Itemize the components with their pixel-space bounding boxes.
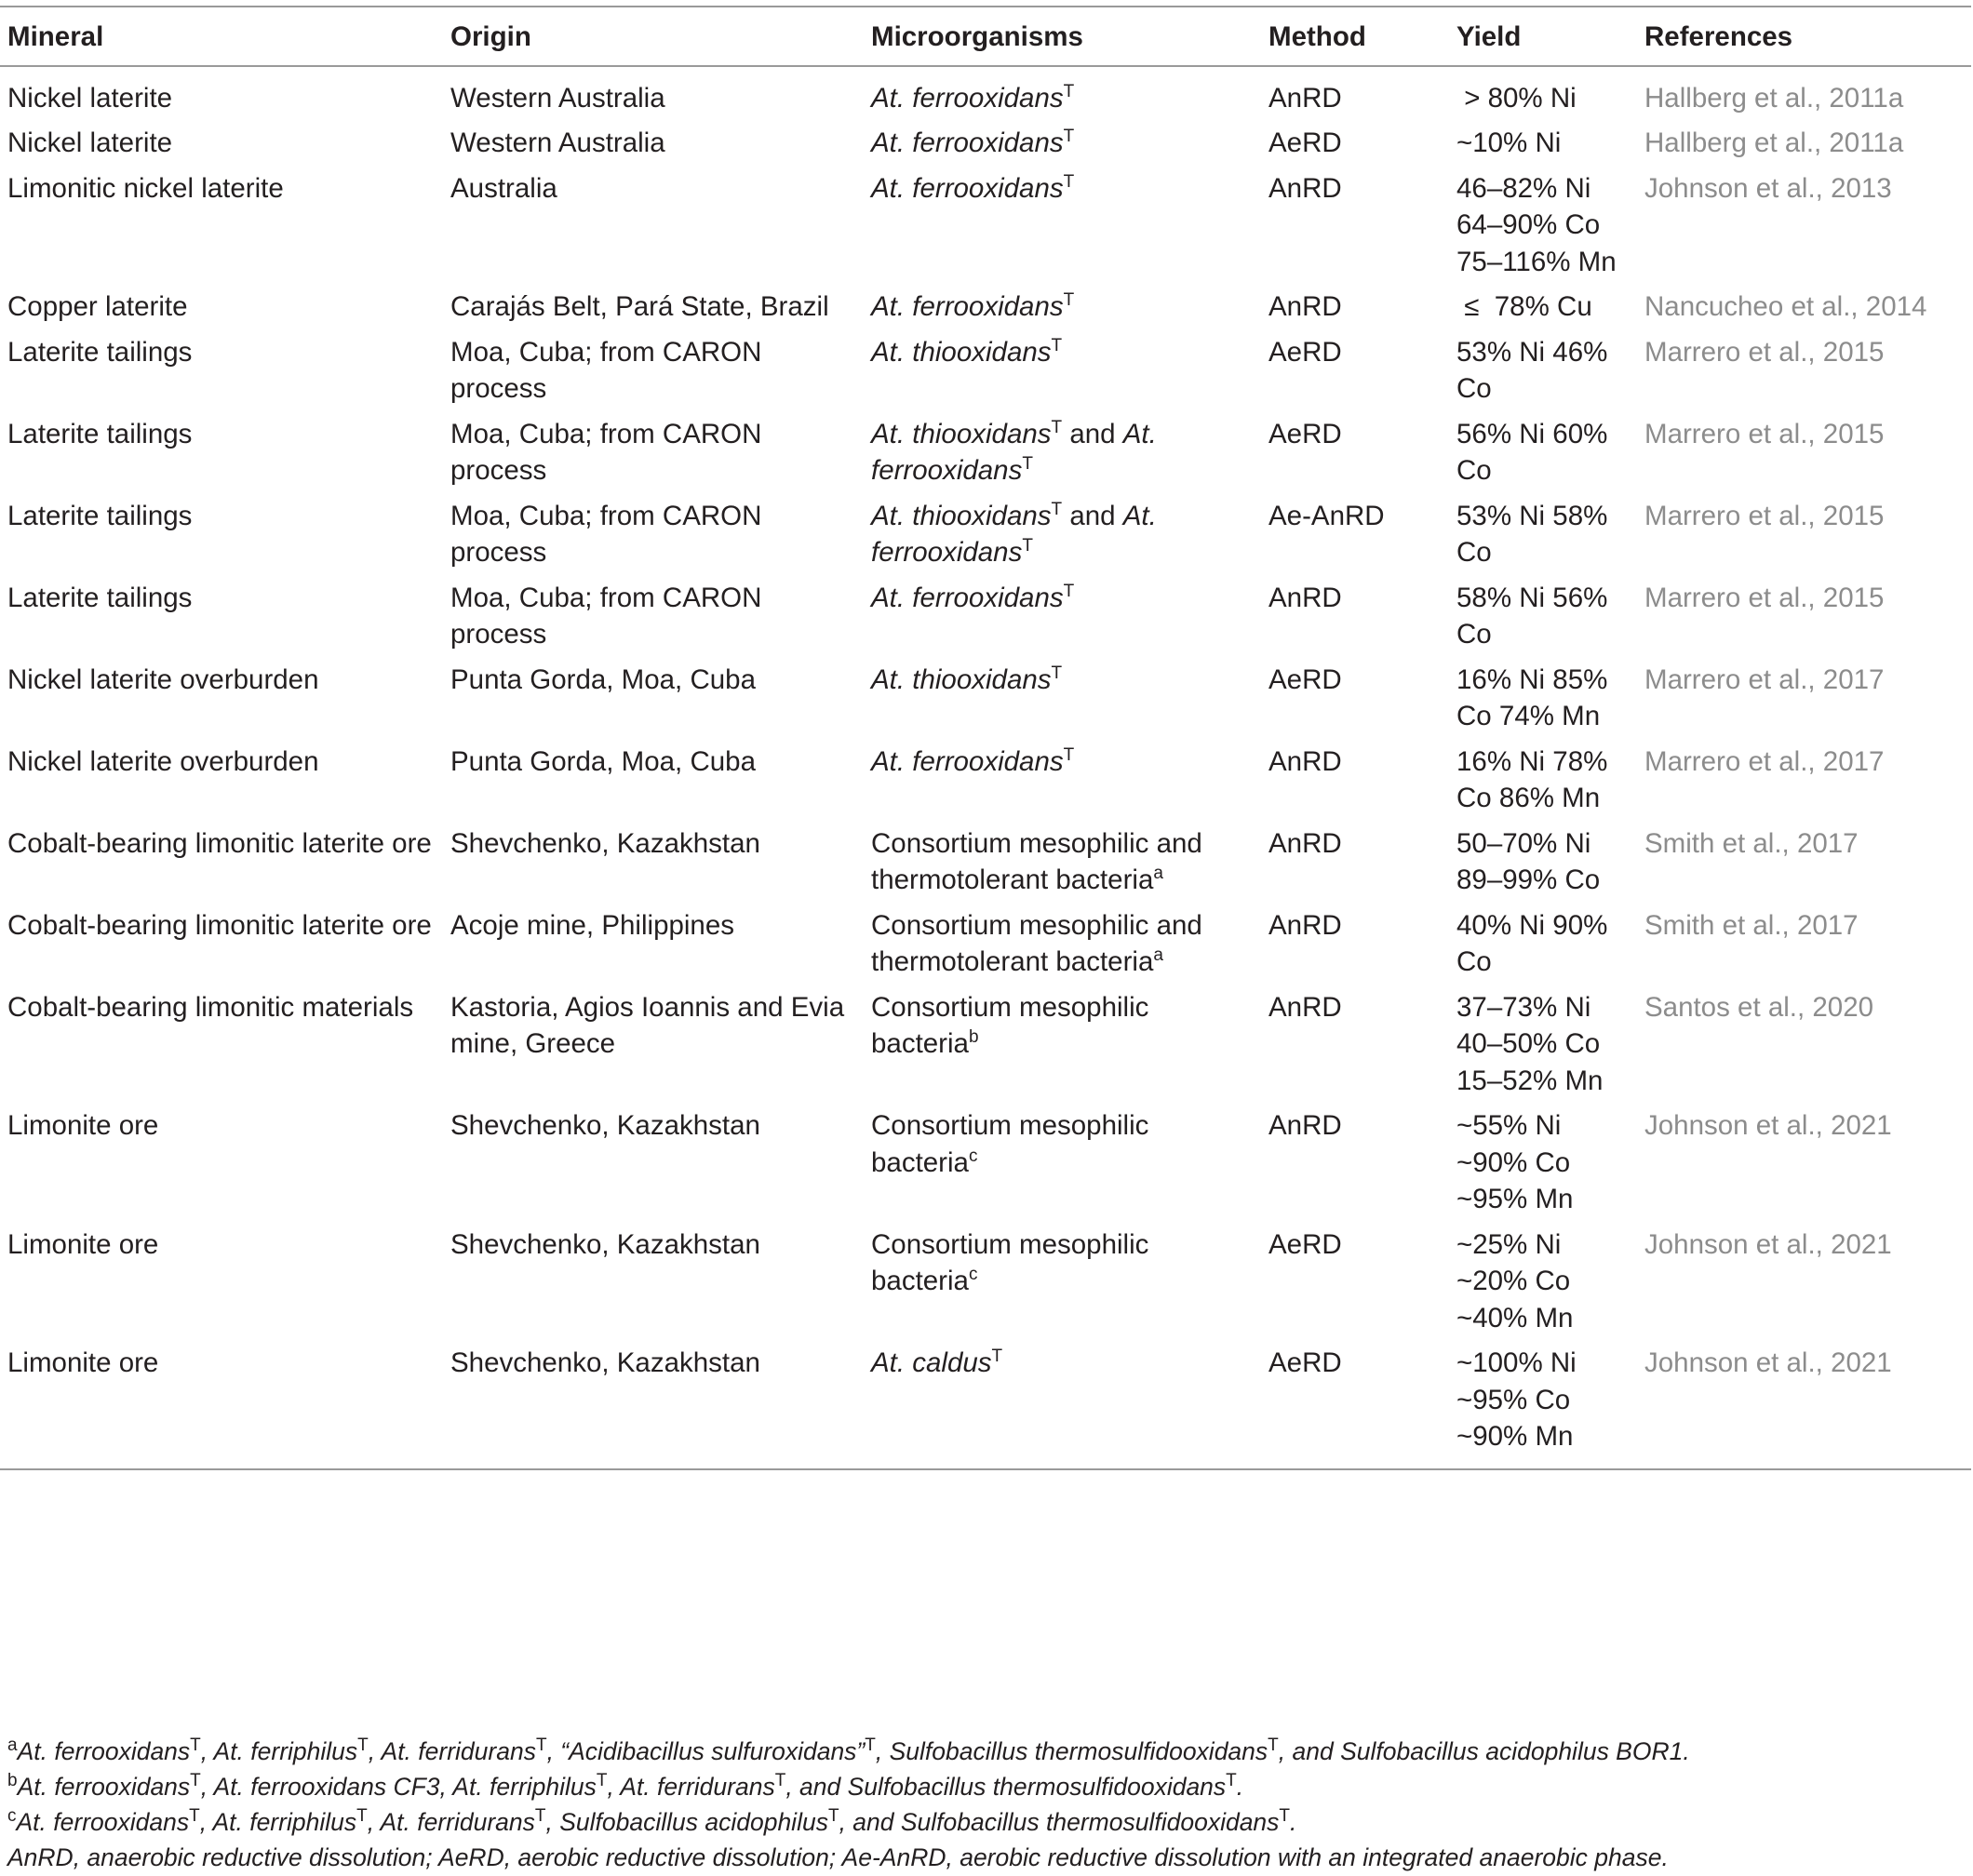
- header-mineral: Mineral: [0, 11, 443, 66]
- organism-name: At. ferrooxidans: [871, 418, 1157, 486]
- cell-origin: Australia: [450, 172, 557, 204]
- cell-mineral: Laterite tailings: [7, 336, 193, 368]
- cell-microorganisms: [864, 818, 1261, 900]
- cell-mineral: Limonite ore: [7, 1347, 159, 1378]
- cell-yield: 53% Ni 58% Co: [1456, 500, 1608, 568]
- cell-yield: > 80% Ni: [1456, 82, 1577, 114]
- cell-microorganisms: [864, 117, 1261, 163]
- superscript-mark: T: [1051, 417, 1063, 437]
- cell-mineral: Nickel laterite: [7, 82, 173, 114]
- cell-yield: 37–73% Ni 40–50% Co 15–52% Mn: [1456, 991, 1604, 1096]
- cell-mineral: Cobalt-bearing limonitic laterite ore: [7, 909, 432, 941]
- table-footnotes: [7, 1734, 1962, 1875]
- cell-method: AeRD: [1268, 336, 1342, 368]
- footnote-segment: At. ferrooxidans: [17, 1773, 191, 1801]
- organism-name: At. ferrooxidans: [871, 582, 1064, 613]
- cell-yield: 50–70% Ni 89–99% Co: [1456, 827, 1601, 895]
- cell-microorganisms: [864, 281, 1261, 327]
- organism-name: At. thiooxidans: [871, 663, 1052, 695]
- cell-mineral: Cobalt-bearing limonitic laterite ore: [7, 827, 432, 859]
- superscript-mark: T: [1022, 454, 1033, 475]
- cell-origin: Shevchenko, Kazakhstan: [450, 1228, 760, 1260]
- footnote-segment: .: [1290, 1808, 1297, 1836]
- cell-reference: Marrero et al., 2015: [1644, 418, 1885, 449]
- superscript-mark: T: [1063, 81, 1075, 101]
- organism-name: At. caldus: [871, 1347, 992, 1378]
- cell-yield: 58% Ni 56% Co: [1456, 582, 1608, 650]
- cell-origin: Shevchenko, Kazakhstan: [450, 1347, 760, 1378]
- footnote-segment: At. ferrooxidans: [17, 1737, 191, 1765]
- cell-microorganisms: [864, 1337, 1261, 1469]
- consortium-text: Consortium mesophilic bacteria: [871, 1228, 1149, 1296]
- cell-method: Ae-AnRD: [1268, 500, 1385, 531]
- cell-mineral: Copper laterite: [7, 291, 188, 322]
- cell-method: AnRD: [1268, 1110, 1342, 1141]
- cell-reference: Marrero et al., 2015: [1644, 500, 1885, 531]
- footnote-segment: , Sulfobacillus acidophilus: [545, 1808, 828, 1836]
- type-strain-mark: T: [1268, 1735, 1279, 1756]
- cell-mineral: Laterite tailings: [7, 582, 193, 613]
- cell-reference: Marrero et al., 2017: [1644, 745, 1885, 777]
- organism-name: At. ferrooxidans: [871, 291, 1064, 322]
- cell-yield: 16% Ni 78% Co 86% Mn: [1456, 745, 1608, 813]
- footnote-ref: c: [968, 1146, 978, 1166]
- footnote-segment: , At. ferridurans: [367, 1808, 535, 1836]
- type-strain-mark: T: [827, 1806, 839, 1827]
- cell-mineral: Laterite tailings: [7, 418, 193, 449]
- header-method: Method: [1261, 11, 1449, 66]
- cell-method: AeRD: [1268, 127, 1342, 158]
- table-body: [0, 66, 1971, 1469]
- footnote-abbreviations: AnRD, anaerobic reductive dissolution; AeRD, aerobic reductive dissolution; Ae-AnRD, aerobic reductive dissolution with an integrated anaerobic phase.: [7, 1843, 1669, 1871]
- cell-reference: Santos et al., 2020: [1644, 991, 1874, 1023]
- cell-origin: Kastoria, Agios Ioannis and Evia mine, Greece: [450, 991, 845, 1059]
- type-strain-mark: T: [535, 1735, 547, 1756]
- cell-yield: ~55% Ni ~90% Co ~95% Mn: [1456, 1110, 1574, 1214]
- cell-method: AnRD: [1268, 291, 1342, 322]
- type-strain-mark: T: [356, 1806, 368, 1827]
- footnote-segment: , At. ferriphilus: [199, 1808, 357, 1836]
- cell-microorganisms: [864, 736, 1261, 818]
- cell-reference: Smith et al., 2017: [1644, 909, 1859, 941]
- type-strain-mark: T: [190, 1735, 201, 1756]
- type-strain-mark: T: [534, 1806, 546, 1827]
- cell-origin: Moa, Cuba; from CARON process: [450, 500, 762, 568]
- type-strain-mark: T: [357, 1735, 369, 1756]
- cell-reference: Hallberg et al., 2011a: [1644, 127, 1904, 158]
- table-row: [0, 572, 1971, 654]
- cell-origin: Western Australia: [450, 127, 665, 158]
- cell-microorganisms: [864, 163, 1261, 282]
- cell-method: AeRD: [1268, 1347, 1342, 1378]
- header-references: References: [1637, 11, 1971, 66]
- cell-microorganisms: [864, 66, 1261, 118]
- organism-name: At. ferrooxidans: [871, 127, 1064, 158]
- organism-name: At. thiooxidans: [871, 336, 1052, 368]
- footnote-text: [18, 1773, 1244, 1801]
- organism-name: At. ferrooxidans: [871, 82, 1064, 114]
- footnote-segment: , At. ferridurans: [607, 1773, 775, 1801]
- superscript-mark: T: [1063, 171, 1075, 192]
- cell-reference: Hallberg et al., 2011a: [1644, 82, 1904, 114]
- cell-mineral: Cobalt-bearing limonitic materials: [7, 991, 414, 1023]
- cell-reference: Nancucheo et al., 2014: [1644, 291, 1927, 322]
- superscript-mark: T: [991, 1347, 1003, 1367]
- cell-method: AeRD: [1268, 663, 1342, 695]
- footnote-c: [7, 1804, 1962, 1840]
- superscript-mark: T: [1063, 581, 1075, 601]
- table-row: [0, 281, 1971, 327]
- footnote-segment: , Sulfobacillus thermosulfidooxidans: [875, 1737, 1268, 1765]
- cell-yield: 40% Ni 90% Co: [1456, 909, 1608, 977]
- footnote-segment: .: [1236, 1773, 1244, 1801]
- footnote-b: [7, 1769, 1962, 1804]
- table-top-rule: [0, 6, 1971, 7]
- conjunction: and: [1062, 500, 1123, 531]
- cell-yield: ~100% Ni ~95% Co ~90% Mn: [1456, 1347, 1577, 1452]
- header-row: [0, 11, 1971, 66]
- cell-origin: Punta Gorda, Moa, Cuba: [450, 663, 756, 695]
- cell-origin: Carajás Belt, Pará State, Brazil: [450, 291, 829, 322]
- cell-reference: Smith et al., 2017: [1644, 827, 1859, 859]
- consortium-text: Consortium mesophilic bacteria: [871, 991, 1149, 1059]
- organism-name: At. thiooxidans: [871, 418, 1052, 449]
- organism-name: At. ferrooxidans: [871, 500, 1157, 568]
- superscript-mark: T: [1063, 127, 1075, 147]
- type-strain-mark: T: [774, 1771, 786, 1791]
- cell-origin: Shevchenko, Kazakhstan: [450, 827, 760, 859]
- header-origin: Origin: [443, 11, 864, 66]
- superscript-mark: T: [1051, 335, 1063, 355]
- footnote-segment: , “Acidibacillus sulfuroxidans”: [546, 1737, 866, 1765]
- cell-reference: Marrero et al., 2015: [1644, 582, 1885, 613]
- table-row: [0, 163, 1971, 282]
- consortium-text: Consortium mesophilic and thermotolerant bacteria: [871, 827, 1202, 895]
- header-yield: Yield: [1449, 11, 1637, 66]
- cell-origin: Western Australia: [450, 82, 665, 114]
- footnote-marker: b: [7, 1771, 18, 1791]
- cell-microorganisms: [864, 982, 1261, 1101]
- table-row: [0, 409, 1971, 490]
- footnote-text: [17, 1808, 1297, 1836]
- cell-yield: 53% Ni 46% Co: [1456, 336, 1608, 404]
- cell-origin: Moa, Cuba; from CARON process: [450, 336, 762, 404]
- cell-yield: 16% Ni 85% Co 74% Mn: [1456, 663, 1608, 731]
- cell-reference: Marrero et al., 2017: [1644, 663, 1885, 695]
- organism-name: At. ferrooxidans: [871, 745, 1064, 777]
- cell-origin: Moa, Cuba; from CARON process: [450, 418, 762, 486]
- footnote-segment: , At. ferridurans: [368, 1737, 536, 1765]
- footnote-segment: , and Sulfobacillus thermosulfidooxidans: [785, 1773, 1227, 1801]
- footnote-segment: , At. ferrooxidans CF3, At. ferriphilus: [200, 1773, 597, 1801]
- cell-microorganisms: [864, 490, 1261, 572]
- cell-origin: Punta Gorda, Moa, Cuba: [450, 745, 756, 777]
- footnote-segment: At. ferrooxidans: [16, 1808, 190, 1836]
- cell-microorganisms: [864, 572, 1261, 654]
- cell-reference: Johnson et al., 2021: [1644, 1347, 1892, 1378]
- cell-mineral: Limonite ore: [7, 1228, 159, 1260]
- cell-microorganisms: [864, 1100, 1261, 1219]
- type-strain-mark: T: [1226, 1771, 1237, 1791]
- cell-yield: 46–82% Ni 64–90% Co 75–116% Mn: [1456, 172, 1617, 277]
- cell-method: AeRD: [1268, 1228, 1342, 1260]
- cell-method: AnRD: [1268, 745, 1342, 777]
- cell-mineral: Limonitic nickel laterite: [7, 172, 284, 204]
- organism-name: At. thiooxidans: [871, 500, 1052, 531]
- cell-yield: ~10% Ni: [1456, 127, 1562, 158]
- footnote-text: [18, 1737, 1690, 1765]
- footnote-ref: a: [1153, 864, 1163, 884]
- cell-reference: Johnson et al., 2013: [1644, 172, 1892, 204]
- cell-mineral: Nickel laterite overburden: [7, 663, 319, 695]
- table-row: [0, 982, 1971, 1101]
- cell-microorganisms: [864, 327, 1261, 409]
- type-strain-mark: T: [189, 1806, 200, 1827]
- organism-name: At. ferrooxidans: [871, 172, 1064, 204]
- table-row: [0, 736, 1971, 818]
- type-strain-mark: T: [865, 1735, 876, 1756]
- footnote-ref: a: [1153, 945, 1163, 966]
- conjunction: and: [1062, 418, 1123, 449]
- cell-origin: Acoje mine, Philippines: [450, 909, 734, 941]
- consortium-text: Consortium mesophilic and thermotolerant bacteria: [871, 909, 1202, 977]
- header-microorganisms: Microorganisms: [864, 11, 1261, 66]
- cell-microorganisms: [864, 900, 1261, 982]
- superscript-mark: T: [1022, 536, 1033, 556]
- cell-microorganisms: [864, 409, 1261, 490]
- table-row: [0, 1219, 1971, 1338]
- cell-method: AnRD: [1268, 582, 1342, 613]
- table-row: [0, 1337, 1971, 1469]
- cell-method: AnRD: [1268, 909, 1342, 941]
- cell-origin: Shevchenko, Kazakhstan: [450, 1110, 760, 1141]
- footnote-marker: c: [7, 1806, 17, 1827]
- footnote-a: [7, 1734, 1962, 1769]
- footnote-ref: c: [968, 1265, 978, 1285]
- cell-mineral: Nickel laterite: [7, 127, 173, 158]
- footnote-segment: , At. ferriphilus: [200, 1737, 358, 1765]
- footnote-marker: a: [7, 1735, 18, 1756]
- type-strain-mark: T: [190, 1771, 201, 1791]
- superscript-mark: T: [1063, 744, 1075, 765]
- table-row: [0, 490, 1971, 572]
- cell-method: AnRD: [1268, 172, 1342, 204]
- cell-method: AnRD: [1268, 827, 1342, 859]
- superscript-mark: T: [1051, 663, 1063, 683]
- table-row: [0, 66, 1971, 118]
- table-row: [0, 900, 1971, 982]
- type-strain-mark: T: [1279, 1806, 1291, 1827]
- cell-reference: Johnson et al., 2021: [1644, 1228, 1892, 1260]
- cell-yield: ~25% Ni ~20% Co ~40% Mn: [1456, 1228, 1574, 1333]
- table-row: [0, 117, 1971, 163]
- table-row: [0, 327, 1971, 409]
- cell-origin: Moa, Cuba; from CARON process: [450, 582, 762, 650]
- cell-method: AnRD: [1268, 82, 1342, 114]
- cell-microorganisms: [864, 654, 1261, 736]
- footnote-segment: , and Sulfobacillus thermosulfidooxidans: [839, 1808, 1280, 1836]
- cell-mineral: Laterite tailings: [7, 500, 193, 531]
- type-strain-mark: T: [596, 1771, 608, 1791]
- cell-reference: Marrero et al., 2015: [1644, 336, 1885, 368]
- data-table: [0, 11, 1971, 1470]
- footnote-segment: , and Sulfobacillus acidophilus BOR1.: [1278, 1737, 1690, 1765]
- cell-yield: ≤ 78% Cu: [1456, 291, 1592, 322]
- cell-yield: 56% Ni 60% Co: [1456, 418, 1608, 486]
- footnote-ref: b: [968, 1027, 979, 1048]
- table-row: [0, 818, 1971, 900]
- cell-method: AnRD: [1268, 991, 1342, 1023]
- table-row: [0, 654, 1971, 736]
- superscript-mark: T: [1051, 499, 1063, 519]
- cell-mineral: Nickel laterite overburden: [7, 745, 319, 777]
- superscript-mark: T: [1063, 290, 1075, 311]
- cell-reference: Johnson et al., 2021: [1644, 1110, 1892, 1141]
- cell-method: AeRD: [1268, 418, 1342, 449]
- consortium-text: Consortium mesophilic bacteria: [871, 1110, 1149, 1178]
- cell-microorganisms: [864, 1219, 1261, 1338]
- cell-mineral: Limonite ore: [7, 1110, 159, 1141]
- table-row: [0, 1100, 1971, 1219]
